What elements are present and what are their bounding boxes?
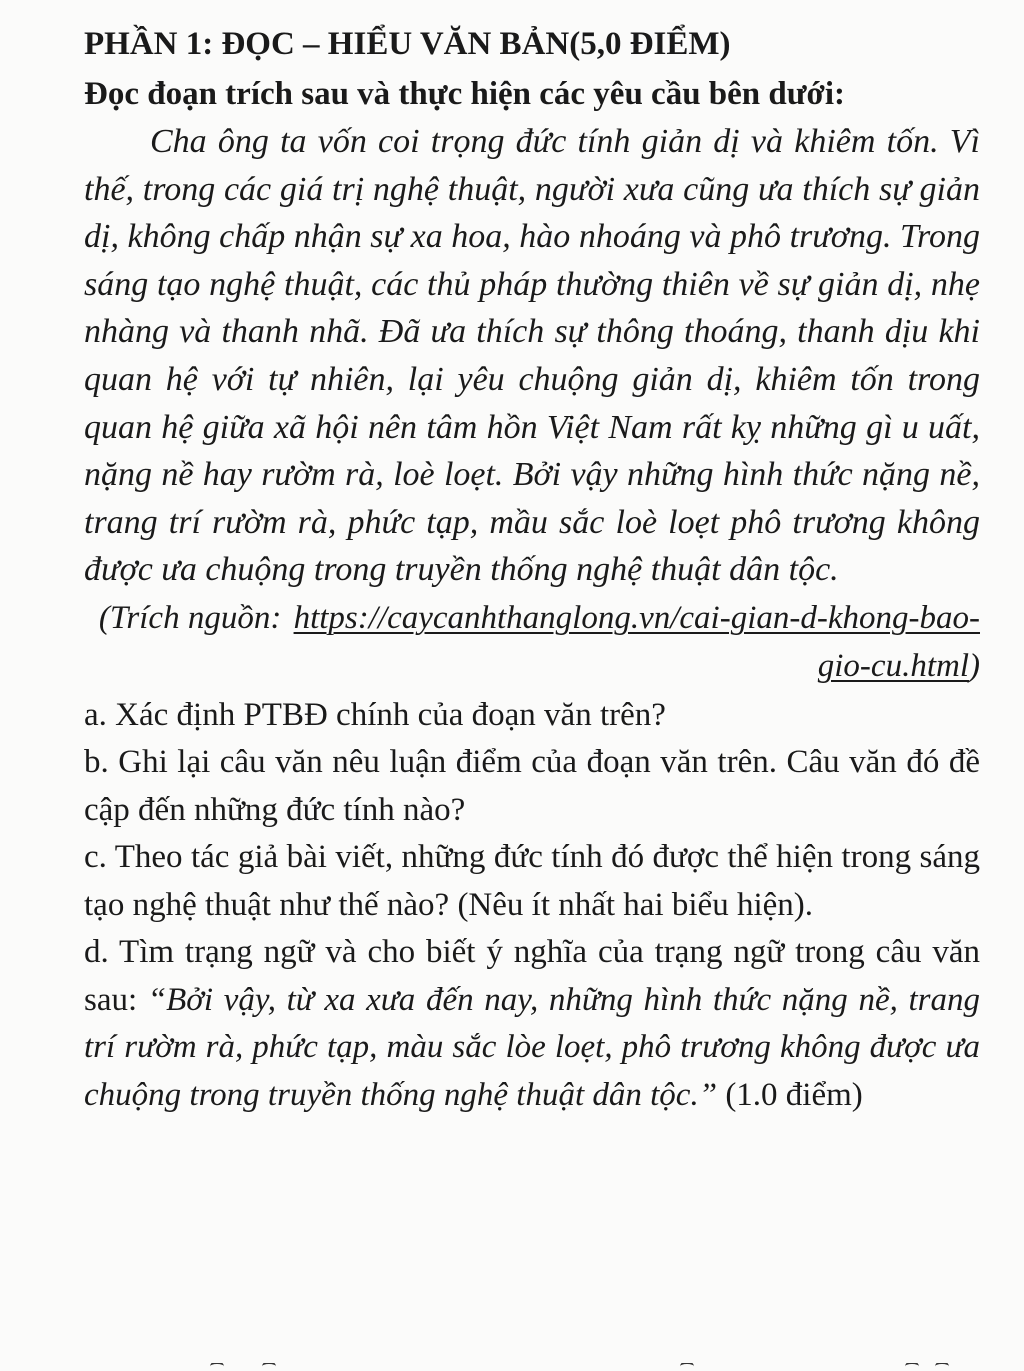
question-b: b. Ghi lại câu văn nêu luận điểm của đoạn văn trên. Câu văn đó đề cập đến những đức tính nào? — [84, 744, 980, 828]
source-close: ) — [969, 647, 980, 684]
cut-off-next-line — [0, 1363, 1024, 1371]
document-content — [84, 18, 980, 1119]
question-a: a. Xác định PTBĐ chính của đoạn văn trên? — [84, 696, 666, 733]
question-c: c. Theo tác giả bài viết, những đức tính đó được thể hiện trong sáng tạo nghệ thuật như thế nào? (Nêu ít nhất hai biểu hiện). — [84, 839, 980, 923]
source-label: (Trích nguồn: — [98, 599, 290, 636]
question-d-lead: d. Tìm trạng ngữ và cho biết ý nghĩa của trạng ngữ trong câu văn sau: — [84, 934, 980, 1018]
source-citation — [84, 594, 980, 690]
excerpt-passage: Cha ông ta vốn coi trọng đức tính giản dị và khiêm tốn. Vì thế, trong các giá trị nghệ thuật, người xưa cũng ưa thích sự giản dị, không chấp nhận sự xa hoa, hào nhoáng và phô trương. Trong sáng tạo nghệ thuật, các thủ pháp thường thiên về sự giản dị, nhẹ nhàng và thanh nhã. Đã ưa thích sự thông thoáng, thanh dịu khi quan hệ với tự nhiên, lại yêu chuộng giản dị, khiêm tốn trong quan hệ giữa xã hội nên tâm hồn Việt Nam rất kỵ những gì u uất, nặng nề hay rườm rà, loè loẹt. Bởi vậy những hình thức nặng nề, trang trí rườm rà, phức tạp, mầu sắc loè loẹt phô trương không được ưa chuộng trong truyền thống nghệ thuật dân tộc. — [84, 123, 980, 589]
source-link[interactable]: https://caycanhthanglong.vn/cai-gian-d-khong-bao-gio-cu.html — [293, 599, 980, 684]
question-d-score: (1.0 điểm) — [717, 1076, 863, 1113]
reading-instruction: Đọc đoạn trích sau và thực hiện các yêu cầu bên dưới: — [84, 76, 845, 112]
question-d — [84, 929, 980, 1119]
section-heading: PHẦN 1: ĐỌC – HIỂU VĂN BẢN(5,0 ĐIỂM) — [84, 26, 731, 62]
question-list — [84, 692, 980, 1120]
question-d-quote: “Bởi vậy, từ xa xưa đến nay, những hình thức nặng nề, trang trí rườm rà, phức tạp, màu sắc lòe loẹt, phô trương không được ưa chuộng trong truyền thống nghệ thuật dân tộc.” — [84, 981, 980, 1113]
